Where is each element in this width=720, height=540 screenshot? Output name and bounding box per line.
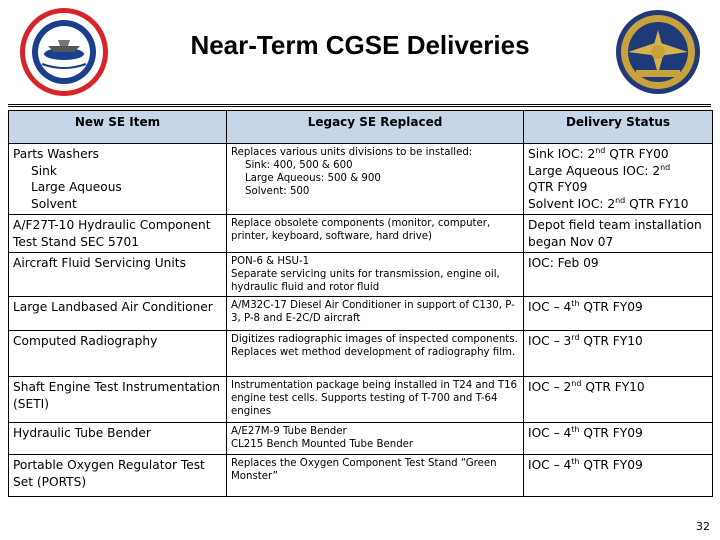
status-line: QTR FY09 [528,180,588,194]
table-row [9,297,713,331]
item-cell [9,253,227,297]
status-cell [524,144,713,215]
legacy-subtext: Large Aqueous: 500 & 900 [245,173,381,184]
legacy-cell [227,331,524,377]
table-row [9,455,713,497]
item-cell [9,455,227,497]
item-cell [9,377,227,423]
legacy-subtext: Solvent: 500 [245,186,310,197]
legacy-text: A/M32C-17 Diesel Air Conditioner in support of C130, P-3, P-8 and E-2C/D aircraft [231,300,515,324]
slide-title: Near-Term CGSE Deliveries [190,30,530,60]
status-cell: IOC – 4th QTR FY09 [524,423,713,455]
legacy-text: Replaces the Oxygen Component Test Stand “Green Monster” [231,458,497,482]
header-legacy-se-replaced: Legacy SE Replaced [227,111,524,144]
status-line: Solvent IOC: 2nd QTR FY10 [528,195,689,211]
item-cell [9,297,227,331]
deliveries-table [8,110,713,497]
item-text: Aircraft Fluid Servicing Units [13,256,186,270]
page-number: 32 [696,520,710,533]
legacy-cell [227,144,524,215]
header-delivery-status: Delivery Status [524,111,713,144]
table-row [9,331,713,377]
legacy-text: Digitizes radiographic images of inspected components. Replaces wet method development of radiography film. [231,334,518,358]
item-text: Large Landbased Air Conditioner [13,300,213,314]
legacy-subtext: Separate servicing units for transmission, engine oil, hydraulic fluid and rotor fluid [231,269,500,293]
item-text: Computed Radiography [13,334,158,348]
legacy-text: PON-6 & HSU-1 [231,256,310,267]
table-row [9,144,713,215]
status-cell: IOC – 2nd QTR FY10 [524,377,713,423]
item-text: Parts Washers [13,147,99,161]
top-divider-2 [8,106,711,107]
status-line: Large Aqueous IOC: 2nd [528,162,671,178]
table-row [9,253,713,297]
legacy-cell [227,297,524,331]
status-cell [524,253,713,297]
status-text: Depot field team installation began Nov 07 [528,218,702,249]
status-cell [524,215,713,253]
table-row [9,423,713,455]
item-text: Portable Oxygen Regulator Test Set (PORTS) [13,458,205,489]
status-cell: IOC – 3rd QTR FY10 [524,331,713,377]
status-cell: IOC – 4th QTR FY09 [524,297,713,331]
item-cell [9,144,227,215]
legacy-cell [227,215,524,253]
legacy-cell [227,423,524,455]
legacy-text: Replaces various units divisions to be installed: [231,147,473,158]
status-text: IOC: Feb 09 [528,256,599,270]
legacy-cell [227,455,524,497]
legacy-text: A/E27M-9 Tube Bender [231,426,347,437]
item-subtext: Sink [31,163,57,178]
legacy-subtext: Sink: 400, 500 & 600 [245,160,353,171]
item-text: Hydraulic Tube Bender [13,426,151,440]
item-cell [9,331,227,377]
table-row [9,215,713,253]
item-cell [9,423,227,455]
top-divider [8,104,711,105]
legacy-cell [227,377,524,423]
header-new-se-item: New SE Item [9,111,227,144]
legacy-text: Replace obsolete components (monitor, computer, printer, keyboard, software, hard drive) [231,218,491,242]
item-text: A/F27T-10 Hydraulic Component Test Stand SEC 5701 [13,218,211,249]
legacy-subtext: CL215 Bench Mounted Tube Bender [231,439,414,450]
item-text: Shaft Engine Test Instrumentation (SETI) [13,380,221,411]
legacy-cell [227,253,524,297]
legacy-text: Instrumentation package being installed in T24 and T16 engine test cells. Supports testing of T-700 and T-64 engines [231,380,518,417]
item-subtext: Large Aqueous [31,180,122,194]
status-line: Sink IOC: 2nd QTR FY00 [528,145,669,161]
status-cell: IOC – 4th QTR FY09 [524,455,713,497]
table-row [9,377,713,423]
item-subtext: Solvent [31,196,77,211]
table-header-row [9,111,713,144]
item-cell [9,215,227,253]
